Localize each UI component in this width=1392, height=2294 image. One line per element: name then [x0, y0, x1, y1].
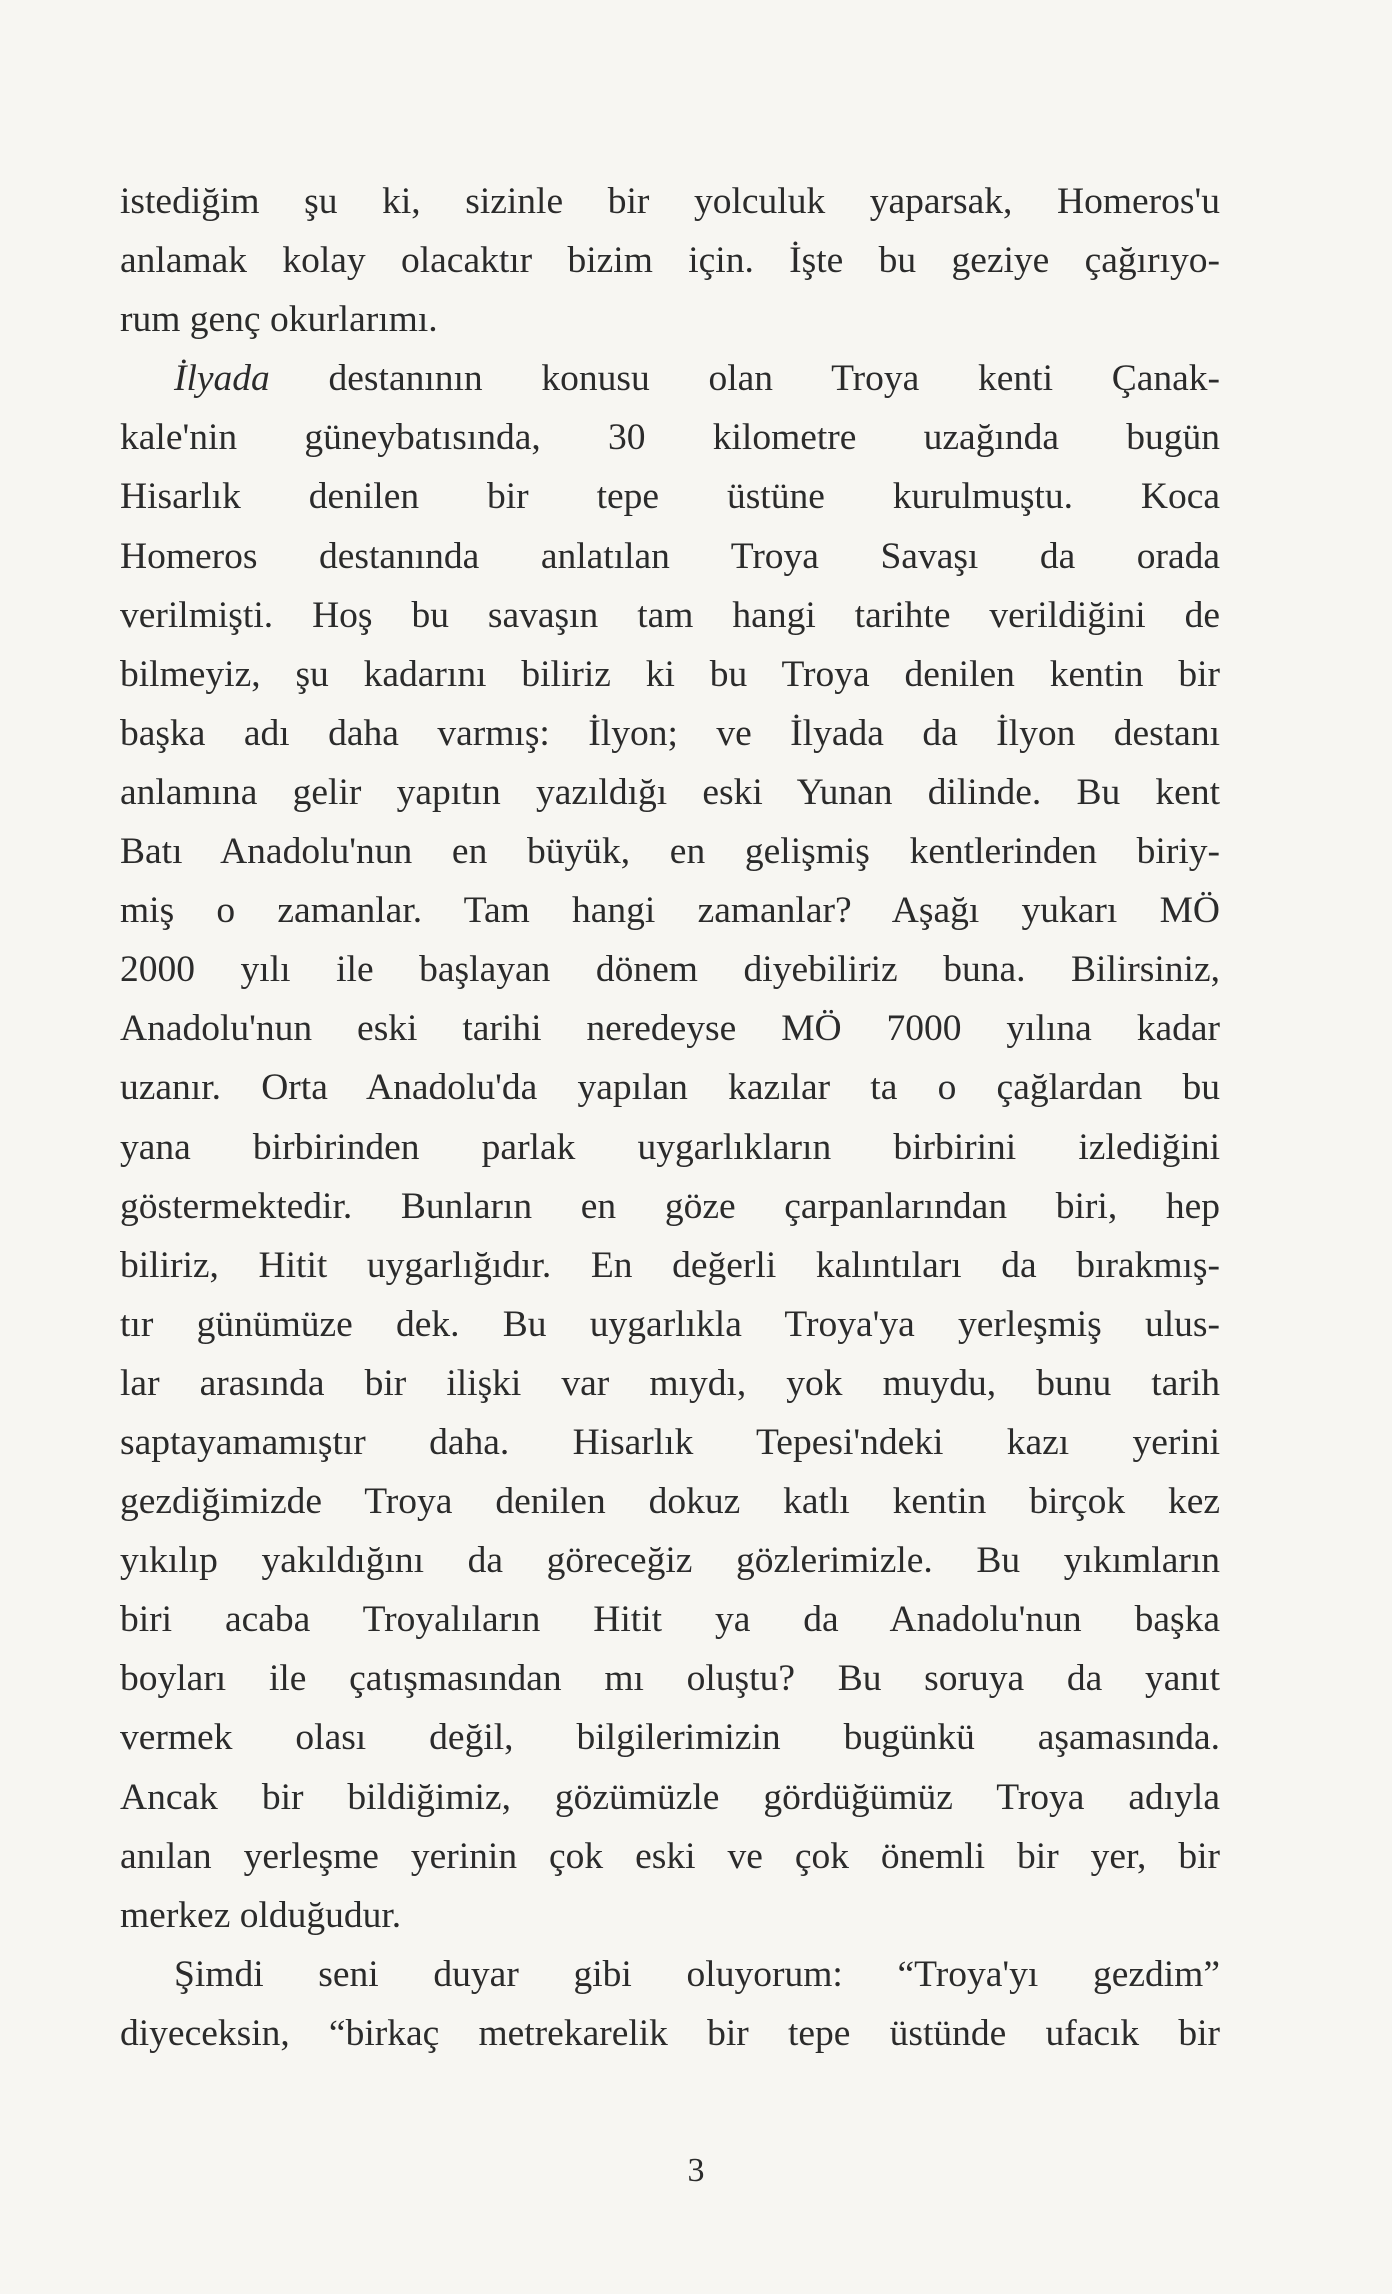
text-line: Hisarlık denilen bir tepe üstüne kurulmuştu. Koca	[120, 476, 1220, 518]
text-line: boyları ile çatışmasından mı oluştu? Bu soruya da yanıt	[120, 1658, 1220, 1700]
text-line: Anadolu'nun eski tarihi neredeyse MÖ 7000 yılına kadar	[120, 1008, 1220, 1050]
text-line: kale'nin güneybatısında, 30 kilometre uzağında bugün	[120, 417, 1220, 459]
text-line	[120, 349, 1220, 408]
text-line: Ancak bir bildiğimiz, gözümüzle gördüğümüz Troya adıyla	[120, 1776, 1220, 1818]
book-title-italic: İlyada	[174, 358, 270, 400]
text-line: lar arasında bir ilişki var mıydı, yok muydu, bunu tarih	[120, 1362, 1220, 1404]
text-line: miş o zamanlar. Tam hangi zamanlar? Aşağı yukarı MÖ	[120, 890, 1220, 932]
text-line: verilmişti. Hoş bu savaşın tam hangi tarihte verildiğini de	[120, 594, 1220, 636]
text-line: uzanır. Orta Anadolu'da yapılan kazılar ta o çağlardan bu	[120, 1067, 1220, 1109]
text-line: göstermektedir. Bunların en göze çarpanlarından biri, hep	[120, 1185, 1220, 1227]
text-line: biliriz, Hitit uygarlığıdır. En değerli kalıntıları da bırakmış-	[120, 1244, 1220, 1286]
text-line: anlamak kolay olacaktır bizim için. İşte bu geziye çağırıyo-	[120, 240, 1220, 282]
text-line: Homeros destanında anlatılan Troya Savaşı da orada	[120, 535, 1220, 577]
text-line: anılan yerleşme yerinin çok eski ve çok önemli bir yer, bir	[120, 1835, 1220, 1877]
text-fragment: destanının konusu olan Troya kenti Çanak-	[269, 358, 1220, 400]
text-line: vermek olası değil, bilgilerimizin bugünkü aşamasında.	[120, 1717, 1220, 1759]
text-line: bilmeyiz, şu kadarını biliriz ki bu Troya denilen kentin bir	[120, 653, 1220, 695]
text-line: 2000 yılı ile başlayan dönem diyebiliriz buna. Bilirsiniz,	[120, 949, 1220, 991]
text-line: istediğim şu ki, sizinle bir yolculuk yaparsak, Homeros'u	[120, 181, 1220, 222]
text-line: rum genç okurlarımı.	[120, 299, 438, 341]
body-text	[120, 172, 1220, 2063]
text-line: gezdiğimizde Troya denilen dokuz katlı kentin birçok kez	[120, 1481, 1220, 1523]
text-line: başka adı daha varmış: İlyon; ve İlyada da İlyon destanı	[120, 712, 1220, 754]
text-line: Şimdi seni duyar gibi oluyorum: “Troya'yı gezdim”	[174, 1953, 1220, 1995]
text-line: Batı Anadolu'nun en büyük, en gelişmiş kentlerinden biriy-	[120, 831, 1220, 873]
text-line: merkez olduğudur.	[120, 1894, 402, 1936]
text-line: saptayamamıştır daha. Hisarlık Tepesi'ndeki kazı yerini	[120, 1421, 1220, 1463]
text-line: tır günümüze dek. Bu uygarlıkla Troya'ya yerleşmiş ulus-	[120, 1303, 1220, 1345]
text-line: yıkılıp yakıldığını da göreceğiz gözlerimizle. Bu yıkımların	[120, 1540, 1220, 1582]
text-line: biri acaba Troyalıların Hitit ya da Anadolu'nun başka	[120, 1599, 1220, 1641]
text-line: diyeceksin, “birkaç metrekarelik bir tepe üstünde ufacık bir	[120, 2012, 1220, 2054]
page-number: 3	[687, 2152, 705, 2189]
text-line: anlamına gelir yapıtın yazıldığı eski Yunan dilinde. Bu kent	[120, 771, 1220, 813]
text-line: yana birbirinden parlak uygarlıkların birbirini izlediğini	[120, 1126, 1220, 1168]
